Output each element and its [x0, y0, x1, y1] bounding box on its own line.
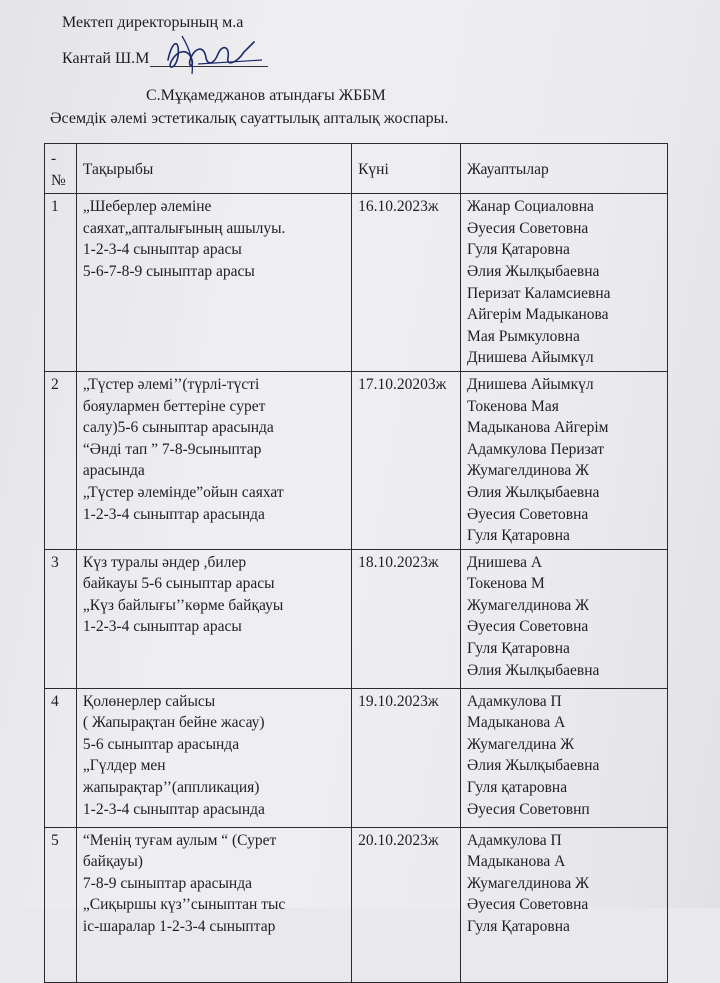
director-title: Мектеп директорының м.а [62, 14, 244, 31]
row-topic-line: Күз туралы әндер ,билер [82, 553, 247, 571]
row-topic [76, 549, 351, 688]
plan-table [44, 143, 668, 983]
row-responsible-line: Токенова М [467, 575, 545, 593]
row-topic-line: 1-2-3-4 сыныптар арасы [82, 618, 242, 636]
row-responsible-line: Мадыканова А [467, 853, 566, 871]
row-date: 17.10.20203ж [352, 371, 461, 549]
row-responsible-line: Әуесия Советовнп [467, 800, 590, 818]
row-responsible-line: Токенова Мая [467, 397, 559, 415]
row-responsible [461, 549, 668, 688]
row-date: 18.10.2023ж [352, 549, 461, 688]
row-responsible-line: Әуесия Советовна [467, 618, 589, 636]
row-responsible [461, 688, 668, 827]
row-responsible-line: Әлия Жылқыбаевна [467, 483, 600, 501]
row-responsible-line: Мадыканова А [467, 714, 566, 732]
row-date: 20.10.2023ж [352, 827, 461, 982]
row-topic-line: 1-2-3-4 сыныптар арасында [82, 505, 265, 523]
row-responsible [461, 371, 668, 549]
row-topic-line: 1-2-3-4 сыныптар арасы [82, 241, 242, 259]
row-responsible-line: Адамкулова П [467, 692, 562, 710]
row-topic-line: „Күз байлығы’’көрме байқауы [82, 596, 284, 614]
row-responsible-line: Жанар Социаловна [467, 198, 594, 216]
row-topic-line: “Менің туғам аулым “ (Сурет [82, 831, 277, 849]
row-responsible-line: Әуесия Советовна [467, 219, 589, 237]
row-responsible-line: Жумагелдина Ж [467, 735, 575, 753]
row-responsible-line: Гуля Қатаровна [467, 918, 570, 936]
row-responsible-line: Әлия Жылқыбаевна [467, 757, 600, 775]
row-topic-line: жапырақтар’’(аппликация) [82, 779, 260, 797]
row-topic-line: 5-6 сыныптар арасында [82, 735, 240, 753]
row-topic-line: Қолөнерлер сайысы [82, 692, 216, 710]
row-responsible-line: Жумагелдинова Ж [467, 874, 590, 892]
row-responsible-line: Мадыканова Айгерім [467, 419, 609, 437]
row-responsible-line: Әлия Жылқыбаевна [467, 262, 600, 280]
table-row [45, 688, 668, 827]
row-topic-line: “Әнді тап ” 7-8-9сыныптар [82, 440, 262, 458]
row-topic-line: 1-2-3-4 сыныптар арасында [82, 800, 265, 818]
row-topic-line: арасында [82, 462, 145, 480]
row-topic-line: „Шеберлер әлеміне [82, 198, 212, 216]
row-date: 16.10.2023ж [352, 194, 461, 372]
row-responsible [461, 827, 668, 982]
row-number: 3 [45, 549, 77, 688]
table-row [45, 371, 668, 549]
row-topic-line: бояулармен беттеріне сурет [82, 397, 266, 415]
row-topic-line: 5-6-7-8-9 сыныптар арасы [82, 262, 255, 280]
table-row [45, 549, 668, 688]
row-responsible-line: Жумагелдинова Ж [467, 596, 590, 614]
row-responsible-line: Әуесия Советовна [467, 505, 589, 523]
row-responsible-line: Адамкулова П [467, 831, 562, 849]
row-responsible-line: Гуля Қатаровна [467, 640, 570, 658]
row-responsible-line: Днишева Айымкүл [467, 375, 594, 393]
row-responsible-line: Адамкулова Перизат [467, 440, 605, 458]
row-responsible-line: Айгерім Мадыканова [467, 306, 609, 324]
header-responsible: Жауаптылар [461, 144, 668, 194]
table-row [45, 827, 668, 982]
row-responsible-line: Гуля қатаровна [467, 779, 568, 797]
row-topic-line: „Сиқыршы күз’’сыныптан тыс [82, 896, 286, 914]
row-topic-line: салу)5-6 сыныптар арасында [82, 419, 274, 437]
row-topic [76, 371, 351, 549]
table-header-row [45, 144, 668, 194]
row-topic-line: байқауы) [82, 853, 143, 871]
row-responsible-line: Гуля Қатаровна [467, 241, 570, 259]
row-responsible-line: Мая Рымкуловна [467, 327, 580, 345]
row-topic-line: 7-8-9 сыныптар арасында [82, 874, 252, 892]
row-responsible-line: Днишева А [467, 553, 543, 571]
row-number: 5 [45, 827, 77, 982]
row-topic-line: байкауы 5-6 сыныптар арасы [82, 575, 275, 593]
row-responsible [461, 194, 668, 372]
director-name: Кантай Ш.М [62, 50, 150, 67]
signature-image [158, 30, 268, 78]
header-date: Күні [352, 144, 461, 194]
row-number: 2 [45, 371, 77, 549]
header-topic: Тақырыбы [76, 144, 351, 194]
row-topic-line: „Гүлдер мен [82, 757, 166, 775]
row-responsible-line: Әуесия Советовна [467, 896, 589, 914]
plan-title: Әсемдік әлемі эстетикалық сауаттылық апталық жоспары. [50, 110, 449, 127]
row-responsible-line: Перизат Каламсиевна [467, 284, 611, 302]
row-topic-line: „Түстер әлемі’’(түрлі-түсті [82, 375, 260, 393]
table-row [45, 194, 668, 372]
row-responsible-line: Днишева Айымкүл [467, 349, 594, 367]
row-topic-line: „Түстер әлемінде”ойын саяхат [82, 483, 284, 501]
row-responsible-line: Жумагелдинова Ж [467, 462, 590, 480]
row-number: 1 [45, 194, 77, 372]
row-date: 19.10.2023ж [352, 688, 461, 827]
row-topic [76, 688, 351, 827]
row-topic-line: іс-шаралар 1-2-3-4 сыныптар [82, 918, 276, 936]
school-name: С.Мұқамеджанов атындағы ЖББМ [146, 87, 386, 104]
row-number: 4 [45, 688, 77, 827]
row-responsible-line: Гуля Қатаровна [467, 527, 570, 545]
row-responsible-line: Әлия Жылқыбаевна [467, 661, 600, 679]
row-topic-line: ( Жапырақтан бейне жасау) [82, 714, 265, 732]
row-topic [76, 194, 351, 372]
row-topic [76, 827, 351, 982]
header-num: -№ [45, 144, 77, 194]
row-topic-line: саяхат„апталығының ашылуы. [82, 219, 286, 237]
